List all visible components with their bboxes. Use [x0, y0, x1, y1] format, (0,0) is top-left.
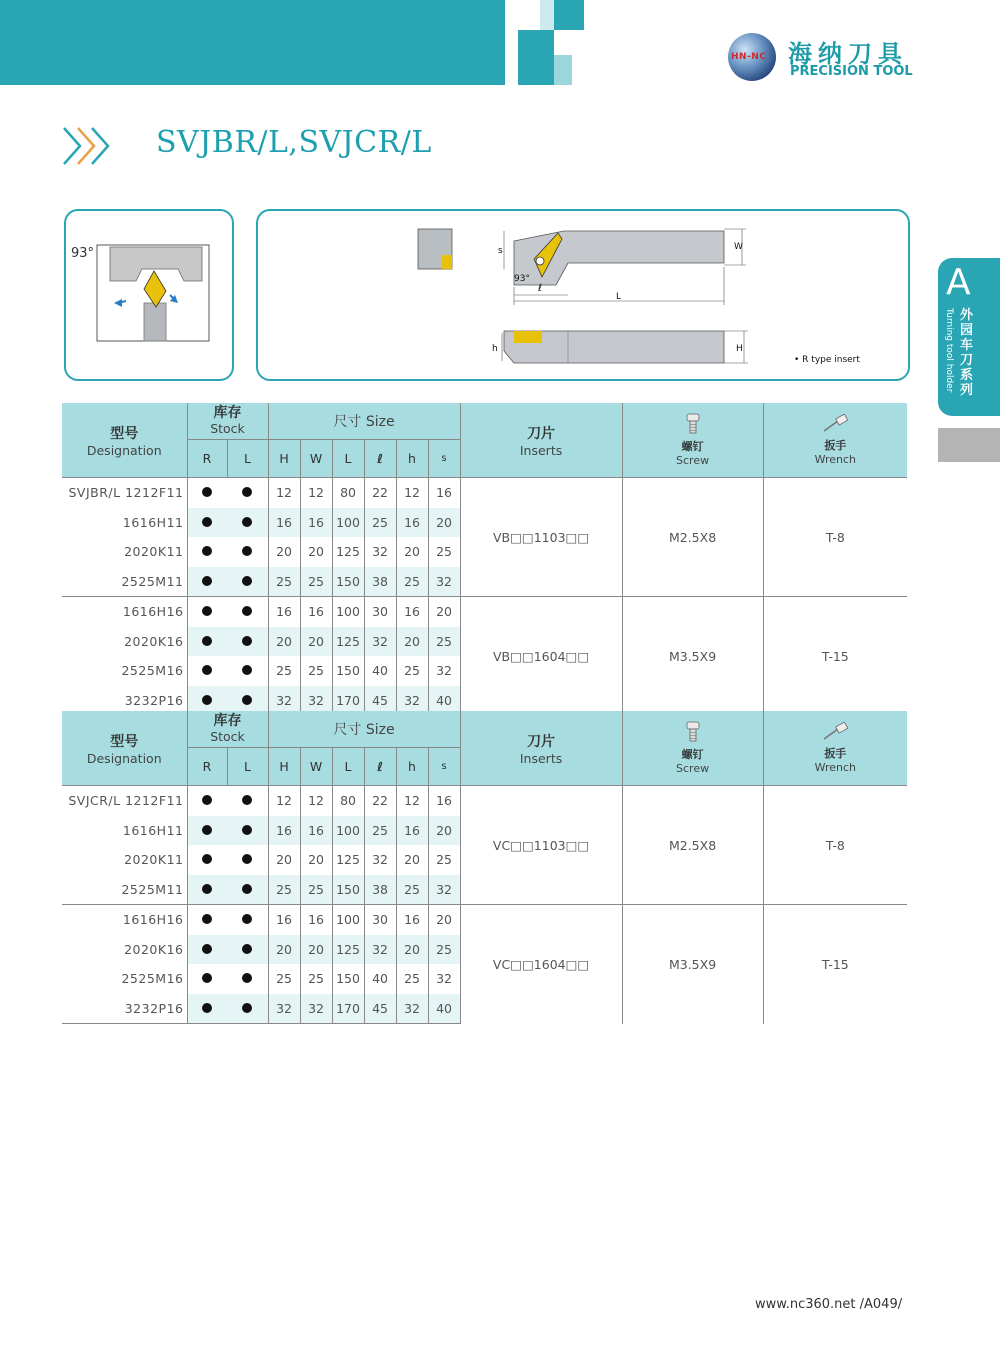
stock-dot-icon — [202, 665, 212, 675]
dim-w-label: W — [734, 242, 743, 252]
size-cell: 38 — [364, 567, 396, 597]
size-cell: 25 — [268, 567, 300, 597]
size-header-text: 尺寸 Size — [333, 722, 395, 739]
dim-H-label: H — [736, 344, 743, 354]
size-cell: 12 — [268, 478, 300, 508]
header-decor-square — [554, 0, 584, 30]
size-cell: 20 — [396, 935, 428, 965]
section-title-cn: 外园车刀系列 — [960, 308, 974, 398]
size-cell: 20 — [300, 537, 332, 567]
size-cell: 150 — [332, 875, 364, 905]
size-cell: 20 — [396, 627, 428, 657]
size-cell: 16 — [300, 905, 332, 935]
stock-dot-icon — [242, 546, 252, 556]
stock-header — [187, 711, 268, 748]
size-cell: 125 — [332, 935, 364, 965]
wrench-header — [763, 403, 907, 478]
size-cell: 25 — [428, 845, 460, 875]
size-cell: 150 — [332, 656, 364, 686]
footer-url: www.nc360.net /A049/ — [755, 1297, 903, 1312]
insert-cell: VB□□1604□□ — [460, 597, 622, 716]
stock-l-cell — [227, 537, 268, 567]
size-cell: 25 — [268, 875, 300, 905]
stock-dot-icon — [242, 795, 252, 805]
dimension-diagram-box — [256, 209, 910, 381]
size-cell: 30 — [364, 597, 396, 627]
column-header-0: R — [187, 748, 227, 786]
size-cell: 25 — [428, 935, 460, 965]
dim-h-label: h — [492, 344, 498, 354]
size-cell: 32 — [268, 686, 300, 716]
stock-dot-icon — [202, 795, 212, 805]
inserts-header-cn: 刀片 — [527, 733, 556, 750]
wrench-header-cn: 扳手 — [824, 747, 847, 760]
header-decor-square — [518, 30, 554, 85]
designation-header-en: Designation — [86, 442, 162, 458]
column-header-1: L — [227, 440, 268, 478]
stock-l-cell — [227, 845, 268, 875]
stock-r-cell — [187, 478, 227, 508]
column-header-7: s — [428, 748, 460, 786]
size-cell: 16 — [300, 816, 332, 846]
size-cell: 16 — [268, 508, 300, 538]
screw-cell: M2.5X8 — [622, 786, 763, 905]
inserts-header — [460, 711, 622, 786]
stock-l-cell — [227, 567, 268, 597]
wrench-cell: T-15 — [763, 597, 907, 716]
insert-cell: VC□□1604□□ — [460, 905, 622, 1024]
size-cell: 20 — [396, 845, 428, 875]
size-cell: 16 — [396, 597, 428, 627]
header-decor-square — [540, 0, 554, 30]
stock-l-cell — [227, 508, 268, 538]
size-cell: 100 — [332, 597, 364, 627]
stock-r-cell — [187, 845, 227, 875]
size-cell: 20 — [300, 935, 332, 965]
size-cell: 20 — [300, 845, 332, 875]
size-cell: 22 — [364, 786, 396, 816]
size-cell: 170 — [332, 686, 364, 716]
stock-l-cell — [227, 656, 268, 686]
column-header-3: W — [300, 440, 332, 478]
size-cell: 125 — [332, 537, 364, 567]
size-cell: 30 — [364, 905, 396, 935]
size-cell: 20 — [428, 905, 460, 935]
size-cell: 45 — [364, 994, 396, 1024]
size-cell: 40 — [428, 686, 460, 716]
size-cell: 25 — [396, 656, 428, 686]
stock-l-cell — [227, 875, 268, 905]
size-cell: 25 — [268, 656, 300, 686]
size-header-text: 尺寸 Size — [333, 414, 395, 431]
brand-name-cn: 海纳刀具 — [788, 40, 908, 68]
size-cell: 16 — [396, 816, 428, 846]
size-cell: 20 — [268, 935, 300, 965]
designation-cell: SVJCR/L 1212F11 — [62, 786, 187, 816]
table-row — [62, 905, 907, 935]
size-cell: 25 — [300, 567, 332, 597]
stock-r-cell — [187, 656, 227, 686]
size-cell: 32 — [396, 994, 428, 1024]
brand-name-en: PRECISION TOOL — [790, 64, 913, 79]
size-cell: 16 — [300, 597, 332, 627]
inserts-header-en: Inserts — [519, 442, 563, 458]
wrench-cell: T-15 — [763, 905, 907, 1024]
stock-r-cell — [187, 875, 227, 905]
size-cell: 25 — [364, 508, 396, 538]
wrench-header-en: Wrench — [814, 453, 857, 466]
size-cell: 32 — [428, 875, 460, 905]
screw-header — [622, 711, 763, 786]
angle-diagram — [66, 211, 232, 379]
size-cell: 25 — [364, 816, 396, 846]
designation-cell: 1616H16 — [62, 597, 187, 627]
stock-l-cell — [227, 478, 268, 508]
size-cell: 20 — [268, 537, 300, 567]
size-cell: 16 — [428, 478, 460, 508]
dim-L-label: L — [616, 292, 622, 302]
stock-r-cell — [187, 567, 227, 597]
screw-cell: M3.5X9 — [622, 905, 763, 1024]
screw-icon — [685, 721, 701, 743]
size-cell: 32 — [300, 994, 332, 1024]
stock-r-cell — [187, 994, 227, 1024]
insert-cell: VC□□1103□□ — [460, 786, 622, 905]
size-cell: 20 — [268, 845, 300, 875]
table-row — [62, 597, 907, 627]
stock-header-cn: 库存 — [213, 713, 242, 730]
dimension-diagram — [258, 211, 908, 379]
designation-cell: SVJBR/L 1212F11 — [62, 478, 187, 508]
size-cell: 32 — [428, 656, 460, 686]
size-cell: 12 — [300, 786, 332, 816]
table-row — [62, 478, 907, 508]
size-cell: 12 — [396, 478, 428, 508]
wrench-icon — [820, 414, 850, 434]
size-cell: 25 — [428, 627, 460, 657]
stock-r-cell — [187, 597, 227, 627]
size-cell: 25 — [300, 656, 332, 686]
stock-header — [187, 403, 268, 440]
dim-s-label: s — [498, 246, 503, 256]
column-header-6: h — [396, 748, 428, 786]
screw-header — [622, 403, 763, 478]
stock-dot-icon — [202, 914, 212, 924]
size-cell: 12 — [268, 786, 300, 816]
stock-l-cell — [227, 597, 268, 627]
stock-l-cell — [227, 905, 268, 935]
size-cell: 16 — [268, 816, 300, 846]
size-cell: 40 — [364, 964, 396, 994]
stock-dot-icon — [202, 973, 212, 983]
stock-dot-icon — [202, 854, 212, 864]
designation-header-cn: 型号 — [110, 425, 139, 442]
wrench-icon — [820, 722, 850, 742]
column-header-6: h — [396, 440, 428, 478]
column-header-0: R — [187, 440, 227, 478]
size-cell: 32 — [428, 964, 460, 994]
column-header-2: H — [268, 748, 300, 786]
screw-header-cn: 螺钉 — [681, 440, 704, 453]
wrench-cell: T-8 — [763, 786, 907, 905]
header-decor-square — [554, 55, 572, 85]
size-cell: 32 — [396, 686, 428, 716]
stock-l-cell — [227, 994, 268, 1024]
angle-diagram-box — [64, 209, 234, 381]
stock-dot-icon — [242, 487, 252, 497]
column-header-4: L — [332, 748, 364, 786]
stock-dot-icon — [242, 695, 252, 705]
table-row — [62, 786, 907, 816]
size-cell: 22 — [364, 478, 396, 508]
size-cell: 125 — [332, 845, 364, 875]
size-cell: 150 — [332, 567, 364, 597]
stock-l-cell — [227, 935, 268, 965]
inserts-header-cn: 刀片 — [527, 425, 556, 442]
size-cell: 32 — [428, 567, 460, 597]
section-title-en: Turning tool holder — [944, 308, 954, 393]
stock-dot-icon — [202, 636, 212, 646]
size-header — [268, 403, 460, 440]
designation-cell: 1616H11 — [122, 822, 184, 838]
stock-l-cell — [227, 816, 268, 846]
stock-l-cell — [227, 786, 268, 816]
designation-header — [62, 403, 187, 478]
size-cell: 45 — [364, 686, 396, 716]
designation-cell: 2525M16 — [121, 663, 184, 679]
stock-header-en: Stock — [210, 729, 245, 745]
stock-dot-icon — [202, 695, 212, 705]
stock-r-cell — [187, 905, 227, 935]
column-header-3: W — [300, 748, 332, 786]
size-cell: 25 — [396, 964, 428, 994]
designation-cell: 3232P16 — [62, 686, 187, 716]
designation-header — [62, 711, 187, 786]
size-cell: 16 — [268, 905, 300, 935]
stock-dot-icon — [242, 636, 252, 646]
dim-l-label: ℓ — [538, 283, 543, 294]
screw-cell: M2.5X8 — [622, 478, 763, 597]
section-tab — [938, 258, 1000, 416]
stock-dot-icon — [202, 884, 212, 894]
size-cell: 25 — [396, 875, 428, 905]
size-cell: 25 — [300, 875, 332, 905]
column-header-5: ℓ — [364, 748, 396, 786]
stock-dot-icon — [202, 1003, 212, 1013]
stock-dot-icon — [242, 517, 252, 527]
size-cell: 100 — [332, 905, 364, 935]
column-header-7: s — [428, 440, 460, 478]
size-cell: 100 — [332, 508, 364, 538]
inserts-header-en: Inserts — [519, 750, 563, 766]
size-cell: 40 — [364, 656, 396, 686]
stock-dot-icon — [242, 576, 252, 586]
size-cell: 32 — [268, 994, 300, 1024]
header-bar — [0, 0, 505, 85]
size-cell: 80 — [332, 786, 364, 816]
size-cell: 25 — [268, 964, 300, 994]
stock-dot-icon — [242, 665, 252, 675]
stock-r-cell — [187, 786, 227, 816]
stock-header-en: Stock — [210, 421, 245, 437]
stock-l-cell — [227, 627, 268, 657]
screw-header-en: Screw — [676, 762, 710, 775]
stock-dot-icon — [242, 854, 252, 864]
stock-dot-icon — [202, 576, 212, 586]
size-cell: 20 — [428, 597, 460, 627]
stock-dot-icon — [242, 944, 252, 954]
column-header-2: H — [268, 440, 300, 478]
size-cell: 12 — [300, 478, 332, 508]
designation-header-cn: 型号 — [110, 733, 139, 750]
section-letter: A — [946, 262, 971, 303]
stock-r-cell — [187, 964, 227, 994]
section-gray-bar — [938, 428, 1000, 462]
stock-dot-icon — [202, 825, 212, 835]
insert-cell: VB□□1103□□ — [460, 478, 622, 597]
column-header-5: ℓ — [364, 440, 396, 478]
size-cell: 38 — [364, 875, 396, 905]
designation-cell: 2525M11 — [121, 881, 184, 897]
logo-text: HN-NC — [731, 52, 767, 62]
wrench-header-en: Wrench — [814, 761, 857, 774]
size-cell: 16 — [268, 597, 300, 627]
small-angle-label: 93° — [514, 274, 530, 284]
stock-dot-icon — [202, 546, 212, 556]
stock-dot-icon — [242, 973, 252, 983]
angle-label: 93° — [71, 246, 95, 261]
size-cell: 16 — [396, 905, 428, 935]
size-cell: 32 — [364, 627, 396, 657]
screw-cell: M3.5X9 — [622, 597, 763, 716]
inserts-header — [460, 403, 622, 478]
size-cell: 25 — [428, 537, 460, 567]
screw-header-en: Screw — [676, 454, 710, 467]
size-cell: 16 — [396, 508, 428, 538]
size-cell: 12 — [396, 786, 428, 816]
size-cell: 20 — [300, 627, 332, 657]
column-header-4: L — [332, 440, 364, 478]
spec-table-svjc — [62, 711, 907, 1024]
size-cell: 150 — [332, 964, 364, 994]
size-cell: 20 — [428, 508, 460, 538]
screw-header-cn: 螺钉 — [681, 748, 704, 761]
page-title: SVJBR/L,SVJCR/L — [156, 125, 432, 160]
size-cell: 32 — [364, 935, 396, 965]
size-cell: 32 — [300, 686, 332, 716]
size-cell: 20 — [396, 537, 428, 567]
insert-type-note: • R type insert — [794, 355, 860, 365]
stock-dot-icon — [202, 606, 212, 616]
stock-header-cn: 库存 — [213, 405, 242, 422]
designation-cell: 2020K11 — [124, 852, 184, 868]
size-cell: 170 — [332, 994, 364, 1024]
designation-cell: 2525M16 — [121, 971, 184, 987]
size-cell: 40 — [428, 994, 460, 1024]
stock-dot-icon — [242, 1003, 252, 1013]
size-cell: 20 — [428, 816, 460, 846]
designation-cell: 2525M11 — [121, 573, 184, 589]
stock-dot-icon — [202, 944, 212, 954]
designation-cell: 3232P16 — [62, 994, 187, 1024]
size-cell: 25 — [396, 567, 428, 597]
size-cell: 32 — [364, 537, 396, 567]
size-cell: 32 — [364, 845, 396, 875]
designation-cell: 2020K16 — [124, 941, 184, 957]
stock-r-cell — [187, 537, 227, 567]
wrench-cell: T-8 — [763, 478, 907, 597]
designation-header-en: Designation — [86, 750, 162, 766]
size-cell: 20 — [268, 627, 300, 657]
designation-cell: 2020K16 — [124, 633, 184, 649]
designation-cell: 2020K11 — [124, 544, 184, 560]
stock-r-cell — [187, 627, 227, 657]
stock-dot-icon — [242, 606, 252, 616]
stock-dot-icon — [202, 517, 212, 527]
wrench-header — [763, 711, 907, 786]
stock-r-cell — [187, 816, 227, 846]
wrench-header-cn: 扳手 — [824, 439, 847, 452]
stock-l-cell — [227, 964, 268, 994]
stock-dot-icon — [242, 825, 252, 835]
column-header-1: L — [227, 748, 268, 786]
screw-icon — [685, 413, 701, 435]
stock-r-cell — [187, 935, 227, 965]
designation-cell: 1616H11 — [122, 514, 184, 530]
stock-dot-icon — [242, 884, 252, 894]
designation-cell: 1616H16 — [62, 905, 187, 935]
size-cell: 100 — [332, 816, 364, 846]
size-cell: 80 — [332, 478, 364, 508]
stock-r-cell — [187, 508, 227, 538]
chevron-arrows-icon — [62, 124, 118, 168]
size-cell: 25 — [300, 964, 332, 994]
stock-dot-icon — [202, 487, 212, 497]
size-header — [268, 711, 460, 748]
stock-dot-icon — [242, 914, 252, 924]
size-cell: 16 — [428, 786, 460, 816]
size-cell: 125 — [332, 627, 364, 657]
size-cell: 16 — [300, 508, 332, 538]
spec-table-svjb — [62, 403, 907, 716]
